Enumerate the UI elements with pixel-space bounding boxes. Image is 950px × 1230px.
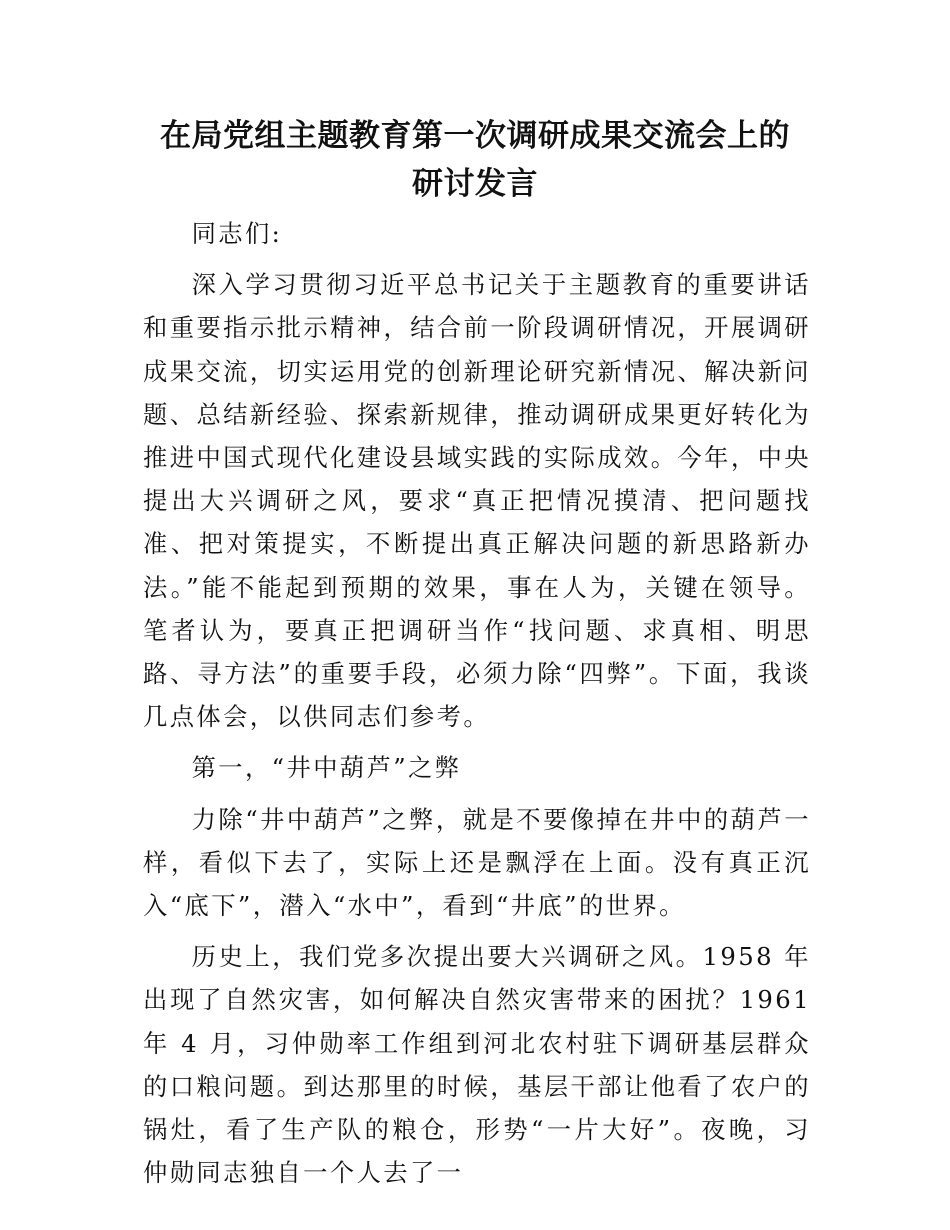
document-title xyxy=(100,112,850,208)
body-paragraph: 历史上，我们党多次提出要大兴调研之风。1958 年出现了自然灾害，如何解决自然灾害带来的困扰？1961 年 4 月，习仲勋率工作组到河北农村驻下调研基层群众的口粮问题。到达那里的时候，基层干部让他看了农户的锅灶，看了生产队的粮仓，形势“一片大好”。夜晚，习仲勋同志独自一个人去了一 xyxy=(143,942,811,1188)
section-heading: 第一，“井中葫芦”之弊 xyxy=(191,753,462,783)
title-line-1: 在局党组主题教育第一次调研成果交流会上的 xyxy=(160,118,790,154)
salutation: 同志们: xyxy=(191,219,283,248)
title-line-2: 研讨发言 xyxy=(412,166,538,202)
body-paragraph: 力除“井中葫芦”之弊，就是不要像掉在井中的葫芦一样，看似下去了，实际上还是飘浮在上面。没有真正沉入“底下”，潜入“水中”，看到“井底”的世界。 xyxy=(143,804,811,921)
document-body xyxy=(143,212,811,1202)
intro-paragraph: 深入学习贯彻习近平总书记关于主题教育的重要讲话和重要指示批示精神，结合前一阶段调研情况，开展调研成果交流，切实运用党的创新理论研究新情况、解决新问题、总结新经验、探索新规律，推动调研成果更好转化为推进中国式现代化建设县域实践的实际成效。今年，中央提出大兴调研之风，要求“真正把情况摸清、把问题找准、把对策提实，不断提出真正解决问题的新思路新办法。”能不能起到预期的效果，事在人为，关键在领导。笔者认为，要真正把调研当作“找问题、求真相、明思路、寻方法”的重要手段，必须力除“四弊”。下面，我谈几点体会，以供同志们参考。 xyxy=(143,270,811,732)
